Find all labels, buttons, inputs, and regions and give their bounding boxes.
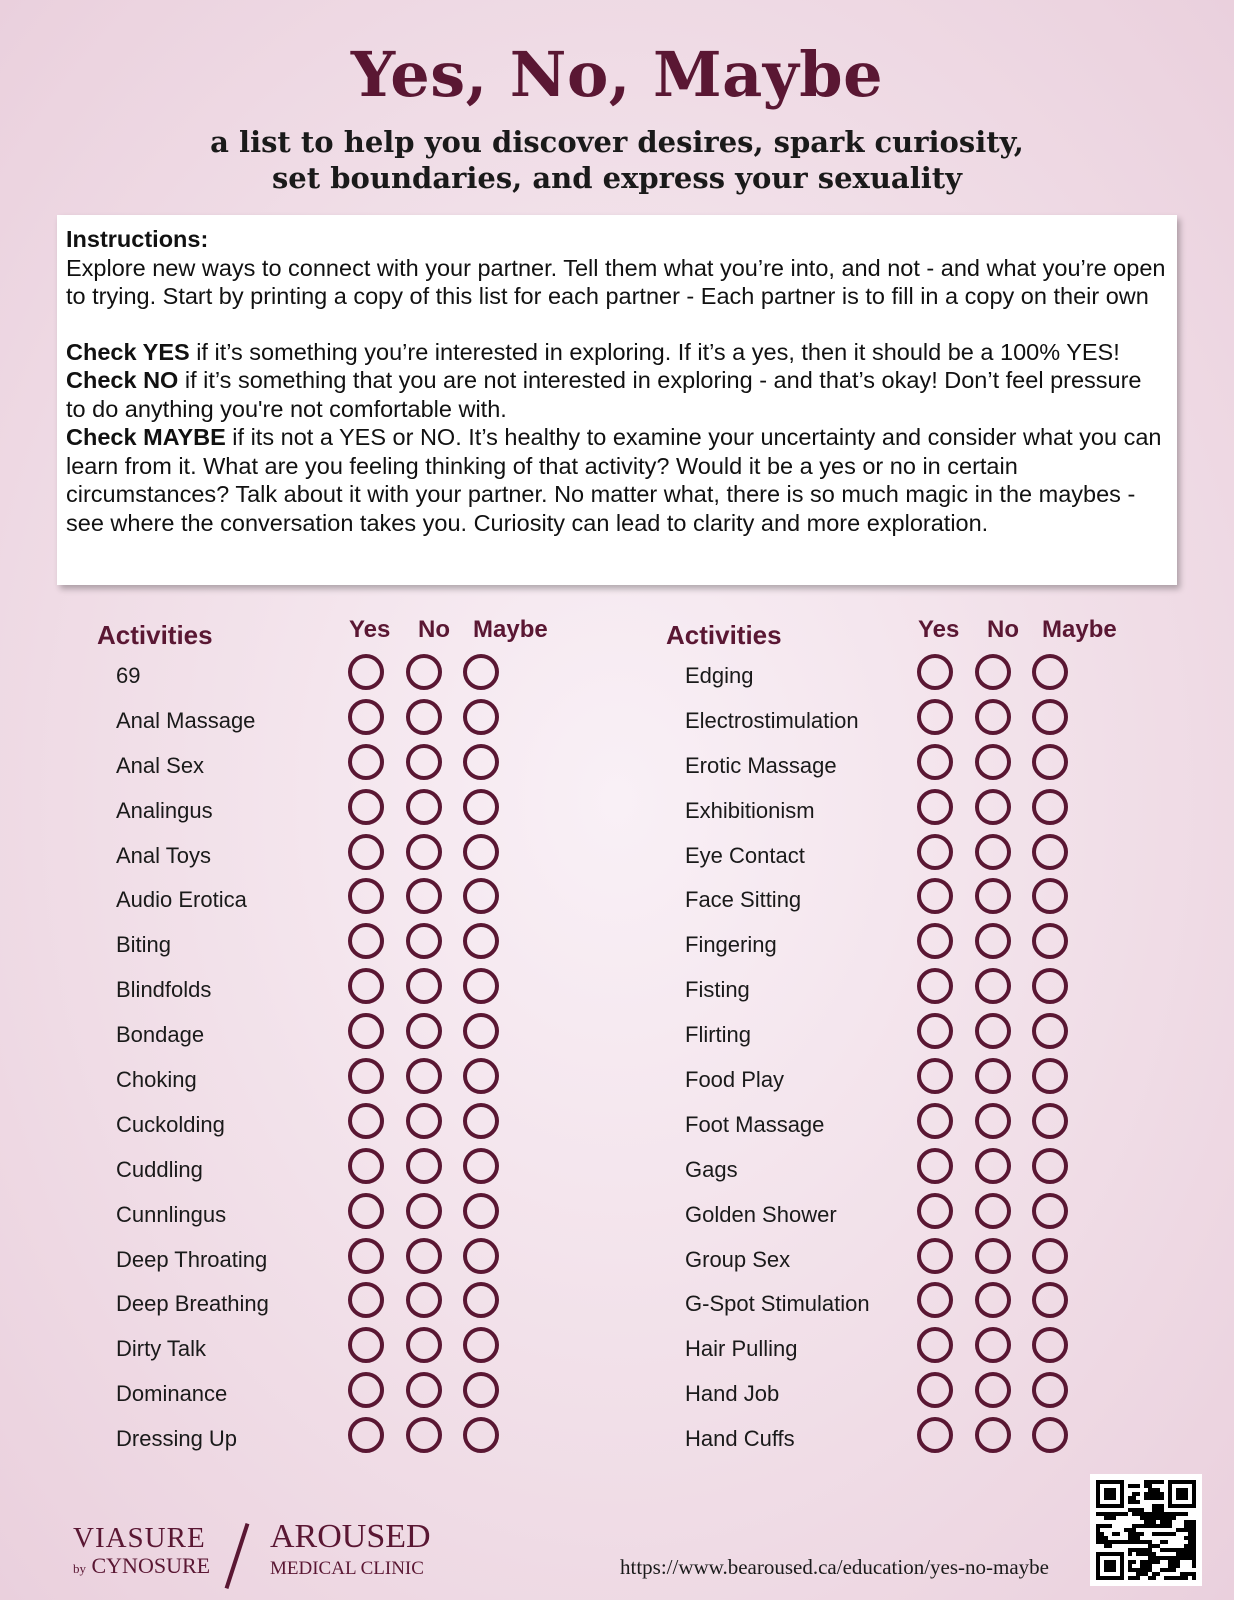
header-yes: Yes xyxy=(918,616,960,643)
activity-label: G-Spot Stimulation xyxy=(685,1291,870,1317)
maybe-radio[interactable] xyxy=(1032,1193,1068,1229)
no-radio[interactable] xyxy=(975,968,1011,1004)
no-radio[interactable] xyxy=(975,923,1011,959)
header-no: No xyxy=(418,616,450,643)
activity-row xyxy=(97,830,597,875)
activity-label: Hand Job xyxy=(685,1381,780,1407)
header-activities: Activities xyxy=(97,620,213,650)
activity-row xyxy=(97,1189,597,1234)
yes-radio[interactable] xyxy=(917,1417,953,1453)
yes-radio[interactable] xyxy=(917,1238,953,1274)
no-radio[interactable] xyxy=(406,1103,442,1139)
activity-label: Exhibitionism xyxy=(685,797,815,823)
yes-radio[interactable] xyxy=(917,968,953,1004)
maybe-radio[interactable] xyxy=(1032,834,1068,870)
instructions-maybe: Check MAYBE if its not a YES or NO. It’s healthy to examine your uncertainty and consider what you can learn from it. What are you feeling thinking of that activity? Would it be a yes or no in certain circumstances? Talk about it with your partner. No matter what, there is so much magic in the maybes - see where the conversation takes you. Curiosity can lead to clarity and more exploration. xyxy=(66,424,1162,536)
no-radio[interactable] xyxy=(406,744,442,780)
instructions-heading: Instructions: xyxy=(66,226,209,252)
yes-radio[interactable] xyxy=(917,1013,953,1049)
maybe-radio[interactable] xyxy=(1032,1282,1068,1318)
maybe-radio[interactable] xyxy=(1032,1148,1068,1184)
no-radio[interactable] xyxy=(975,878,1011,914)
qr-code xyxy=(1090,1474,1202,1586)
no-radio[interactable] xyxy=(975,654,1011,690)
activity-label: Hand Cuffs xyxy=(685,1426,795,1452)
yes-radio[interactable] xyxy=(348,789,384,825)
activity-row xyxy=(97,1368,597,1413)
activity-list-right xyxy=(666,650,1166,1458)
yes-radio[interactable] xyxy=(348,834,384,870)
no-radio[interactable] xyxy=(406,1327,442,1363)
viasure-logo: VIASURE by CYNOSURE xyxy=(73,1522,211,1578)
maybe-radio[interactable] xyxy=(1032,1417,1068,1453)
yes-radio[interactable] xyxy=(348,1417,384,1453)
activity-row xyxy=(666,1323,1166,1368)
activity-row xyxy=(666,1054,1166,1099)
maybe-radio[interactable] xyxy=(463,1193,499,1229)
maybe-radio[interactable] xyxy=(463,1417,499,1453)
maybe-radio[interactable] xyxy=(463,1148,499,1184)
activity-row xyxy=(666,1144,1166,1189)
yes-radio[interactable] xyxy=(348,1282,384,1318)
activity-label: Eye Contact xyxy=(685,842,805,868)
maybe-radio[interactable] xyxy=(1032,1238,1068,1274)
yes-radio[interactable] xyxy=(917,744,953,780)
header-maybe: Maybe xyxy=(1042,616,1117,643)
activity-label: Dressing Up xyxy=(116,1426,238,1452)
no-radio[interactable] xyxy=(406,699,442,735)
subtitle-line-2: set boundaries, and express your sexuality xyxy=(271,161,962,195)
activity-row xyxy=(97,874,597,919)
no-radio[interactable] xyxy=(406,923,442,959)
activity-label: Cunnlingus xyxy=(116,1201,227,1227)
activity-row xyxy=(666,1234,1166,1279)
no-radio[interactable] xyxy=(975,1417,1011,1453)
activity-row xyxy=(666,740,1166,785)
activity-row xyxy=(666,1413,1166,1458)
yes-radio[interactable] xyxy=(348,1058,384,1094)
yes-radio[interactable] xyxy=(348,923,384,959)
yes-radio[interactable] xyxy=(348,699,384,735)
activity-label: 69 xyxy=(116,663,141,688)
maybe-radio[interactable] xyxy=(463,1327,499,1363)
page-subtitle xyxy=(0,124,1234,196)
activity-row xyxy=(666,1278,1166,1323)
no-radio[interactable] xyxy=(975,699,1011,735)
activity-row xyxy=(97,1278,597,1323)
page-title: Yes, No, Maybe xyxy=(350,38,884,111)
maybe-radio[interactable] xyxy=(1032,654,1068,690)
activity-label: Cuddling xyxy=(116,1156,203,1182)
header-activities: Activities xyxy=(666,620,782,650)
activity-list-left xyxy=(97,650,597,1458)
activity-row xyxy=(97,964,597,1009)
maybe-radio[interactable] xyxy=(463,1058,499,1094)
maybe-radio[interactable] xyxy=(463,968,499,1004)
yes-radio[interactable] xyxy=(348,1372,384,1408)
logo-divider xyxy=(225,1523,250,1589)
yes-radio[interactable] xyxy=(348,1103,384,1139)
no-radio[interactable] xyxy=(975,1238,1011,1274)
instructions-no: Check NO if it’s something that you are not interested in exploring - and that’s okay! Don’t feel pressure to do anything you're not comfortable with. xyxy=(66,367,1142,422)
activity-label: Bondage xyxy=(116,1022,205,1048)
yes-radio[interactable] xyxy=(917,1193,953,1229)
maybe-radio[interactable] xyxy=(1032,968,1068,1004)
header-yes: Yes xyxy=(349,616,391,643)
yes-radio[interactable] xyxy=(348,968,384,1004)
maybe-radio[interactable] xyxy=(463,1372,499,1408)
no-radio[interactable] xyxy=(406,834,442,870)
yes-radio[interactable] xyxy=(917,878,953,914)
instructions-intro: Explore new ways to connect with your partner. Tell them what you’re into, and not - and what you’re open to trying. Start by printing a copy of this list for each partner - Each partner is to fill in a copy on their own xyxy=(66,254,1166,309)
no-radio[interactable] xyxy=(975,1148,1011,1184)
activity-label: Hair Pulling xyxy=(685,1336,798,1362)
activity-label: Edging xyxy=(685,663,754,688)
activity-row xyxy=(666,695,1166,740)
activity-row xyxy=(97,650,597,695)
activity-label: Blindfolds xyxy=(116,977,212,1003)
activity-row xyxy=(97,1009,597,1054)
no-radio[interactable] xyxy=(975,1013,1011,1049)
maybe-radio[interactable] xyxy=(463,878,499,914)
no-radio[interactable] xyxy=(406,1372,442,1408)
maybe-radio[interactable] xyxy=(463,923,499,959)
maybe-radio[interactable] xyxy=(1032,1058,1068,1094)
activity-row xyxy=(666,874,1166,919)
maybe-radio[interactable] xyxy=(463,1282,499,1318)
maybe-radio[interactable] xyxy=(1032,1327,1068,1363)
aroused-logo: AROUSED MEDICAL CLINIC xyxy=(270,1518,431,1579)
activity-row xyxy=(666,1009,1166,1054)
no-radio[interactable] xyxy=(406,1058,442,1094)
instructions-yes: Check YES if it’s something you’re interested in exploring. If it’s a yes, then it should be a 100% YES! xyxy=(66,338,1120,365)
activity-label: Foot Massage xyxy=(685,1111,825,1137)
activity-row xyxy=(97,785,597,830)
maybe-radio[interactable] xyxy=(1032,1372,1068,1408)
yes-radio[interactable] xyxy=(917,1282,953,1318)
yes-radio[interactable] xyxy=(917,1103,953,1139)
activity-label: Flirting xyxy=(685,1022,752,1048)
maybe-radio[interactable] xyxy=(1032,923,1068,959)
header-maybe: Maybe xyxy=(473,616,548,643)
no-radio[interactable] xyxy=(406,968,442,1004)
yes-radio[interactable] xyxy=(917,654,953,690)
maybe-radio[interactable] xyxy=(463,834,499,870)
activity-label: Cuckolding xyxy=(116,1111,225,1137)
maybe-radio[interactable] xyxy=(463,744,499,780)
activity-label: Face Sitting xyxy=(685,887,802,913)
activity-label: Biting xyxy=(116,932,172,958)
activity-label: Dominance xyxy=(116,1381,228,1407)
instructions-box xyxy=(57,215,1177,585)
activity-label: Fingering xyxy=(685,932,777,958)
maybe-radio[interactable] xyxy=(463,654,499,690)
yes-radio[interactable] xyxy=(917,699,953,735)
no-radio[interactable] xyxy=(406,654,442,690)
activity-label: Deep Throating xyxy=(116,1246,268,1272)
yes-radio[interactable] xyxy=(348,654,384,690)
no-radio[interactable] xyxy=(975,1058,1011,1094)
activity-row xyxy=(666,650,1166,695)
no-radio[interactable] xyxy=(975,1103,1011,1139)
maybe-radio[interactable] xyxy=(1032,699,1068,735)
activity-label: Choking xyxy=(116,1067,197,1093)
activity-label: Erotic Massage xyxy=(685,752,837,778)
no-radio[interactable] xyxy=(406,1282,442,1318)
activity-label: Audio Erotica xyxy=(116,887,247,913)
maybe-radio[interactable] xyxy=(463,1013,499,1049)
maybe-radio[interactable] xyxy=(1032,1013,1068,1049)
activity-label: Food Play xyxy=(685,1067,785,1093)
maybe-radio[interactable] xyxy=(1032,789,1068,825)
maybe-radio[interactable] xyxy=(1032,744,1068,780)
yes-radio[interactable] xyxy=(348,744,384,780)
header-no: No xyxy=(987,616,1019,643)
activity-row xyxy=(666,919,1166,964)
maybe-radio[interactable] xyxy=(463,789,499,825)
activity-label: Deep Breathing xyxy=(116,1291,269,1317)
no-radio[interactable] xyxy=(406,1238,442,1274)
yes-radio[interactable] xyxy=(348,1238,384,1274)
no-radio[interactable] xyxy=(406,1013,442,1049)
activity-label: Anal Massage xyxy=(116,707,256,733)
activity-label: Anal Toys xyxy=(116,842,211,868)
activity-label: Golden Shower xyxy=(685,1201,837,1227)
yes-radio[interactable] xyxy=(917,834,953,870)
no-radio[interactable] xyxy=(975,834,1011,870)
yes-radio[interactable] xyxy=(348,1148,384,1184)
no-radio[interactable] xyxy=(406,1417,442,1453)
no-radio[interactable] xyxy=(975,789,1011,825)
activity-row xyxy=(666,1368,1166,1413)
activity-label: Group Sex xyxy=(685,1246,791,1272)
activity-row xyxy=(97,1413,597,1458)
no-radio[interactable] xyxy=(406,1193,442,1229)
activity-label: Fisting xyxy=(685,977,750,1003)
activity-row xyxy=(97,695,597,740)
activity-row xyxy=(97,919,597,964)
yes-radio[interactable] xyxy=(917,1148,953,1184)
activity-row xyxy=(97,1323,597,1368)
activity-row xyxy=(666,1189,1166,1234)
maybe-radio[interactable] xyxy=(463,1103,499,1139)
yes-radio[interactable] xyxy=(917,1372,953,1408)
activity-label: Analingus xyxy=(116,797,213,823)
no-radio[interactable] xyxy=(975,1193,1011,1229)
activity-label: Dirty Talk xyxy=(116,1336,207,1362)
subtitle-line-1: a list to help you discover desires, spark curiosity, xyxy=(210,125,1024,159)
activity-row xyxy=(666,785,1166,830)
yes-radio[interactable] xyxy=(917,1327,953,1363)
no-radio[interactable] xyxy=(406,1148,442,1184)
yes-radio[interactable] xyxy=(348,878,384,914)
maybe-radio[interactable] xyxy=(463,1238,499,1274)
activity-row xyxy=(666,964,1166,1009)
yes-radio[interactable] xyxy=(348,1013,384,1049)
yes-radio[interactable] xyxy=(348,1327,384,1363)
activity-row xyxy=(666,830,1166,875)
yes-radio[interactable] xyxy=(917,923,953,959)
activities-column-left xyxy=(97,616,597,1452)
activity-row xyxy=(97,1144,597,1189)
activities-column-right xyxy=(666,616,1166,1452)
maybe-radio[interactable] xyxy=(1032,1103,1068,1139)
yes-radio[interactable] xyxy=(348,1193,384,1229)
maybe-radio[interactable] xyxy=(1032,878,1068,914)
no-radio[interactable] xyxy=(975,1327,1011,1363)
activity-row xyxy=(97,1234,597,1279)
no-radio[interactable] xyxy=(406,789,442,825)
activity-row xyxy=(97,1054,597,1099)
activity-label: Anal Sex xyxy=(116,752,205,778)
activity-label: Gags xyxy=(685,1156,738,1182)
activity-row xyxy=(666,1099,1166,1144)
no-radio[interactable] xyxy=(975,1372,1011,1408)
footer-url-link[interactable]: https://www.bearoused.ca/education/yes-no-maybe xyxy=(620,1555,1050,1579)
no-radio[interactable] xyxy=(975,744,1011,780)
maybe-radio[interactable] xyxy=(463,699,499,735)
no-radio[interactable] xyxy=(975,1282,1011,1318)
activity-label: Electrostimulation xyxy=(685,707,859,733)
activity-row xyxy=(97,740,597,785)
yes-radio[interactable] xyxy=(917,789,953,825)
yes-radio[interactable] xyxy=(917,1058,953,1094)
activity-row xyxy=(97,1099,597,1144)
no-radio[interactable] xyxy=(406,878,442,914)
